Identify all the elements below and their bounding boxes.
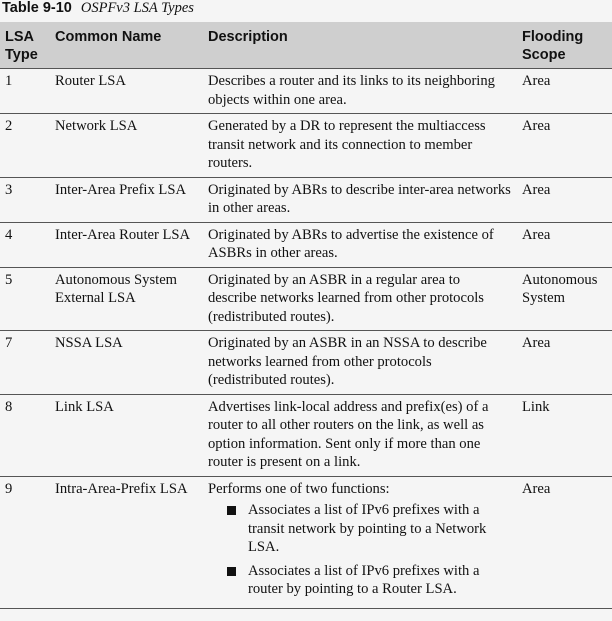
table-row bbox=[0, 267, 612, 331]
cell-type: 1 bbox=[5, 73, 13, 89]
bullet-text: Associates a list of IPv6 prefixes with a transit network by pointing to a Network LSA. bbox=[248, 502, 487, 555]
cell-type: 9 bbox=[5, 480, 13, 497]
cell-description: Originated by an ASBR in a regular area to describe networks learned from other protocols (redistributed routes). bbox=[208, 271, 484, 325]
lsa-types-table bbox=[0, 22, 612, 609]
cell-scope: Area bbox=[522, 73, 551, 89]
table-row bbox=[0, 394, 612, 476]
cell-type: 3 bbox=[5, 181, 13, 198]
cell-scope: Area bbox=[522, 480, 551, 497]
cell-name: Inter-Area Router LSA bbox=[55, 226, 191, 243]
header-common-name: Common Name bbox=[55, 29, 162, 45]
cell-scope: Area bbox=[522, 118, 551, 134]
cell-name: Autonomous System External LSA bbox=[55, 271, 178, 306]
cell-type: 4 bbox=[5, 226, 13, 243]
cell-description: Originated by ABRs to describe inter-area networks in other areas. bbox=[208, 181, 511, 216]
header-flooding-scope: Flooding Scope bbox=[522, 29, 584, 63]
cell-description: Originated by an ASBR in an NSSA to describe networks learned from other protocols (redistributed routes). bbox=[208, 335, 487, 388]
table-title: OSPFv3 LSA Types bbox=[80, 0, 194, 16]
cell-scope: Area bbox=[522, 335, 551, 351]
cell-description: Advertises link-local address and prefix(es) of a router to all other routers on the link, as well as option information. Sent only if more than one router is present on a link. bbox=[208, 398, 489, 470]
cell-name: Network LSA bbox=[55, 118, 138, 134]
cell-name: Intra-Area-Prefix LSA bbox=[55, 480, 188, 497]
cell-type: 2 bbox=[5, 118, 13, 134]
bullet-item bbox=[208, 501, 512, 557]
cell-description: Originated by ABRs to advertise the existence of ASBRs in other areas. bbox=[208, 226, 494, 261]
cell-name: Link LSA bbox=[55, 398, 114, 415]
cell-name: NSSA LSA bbox=[55, 335, 123, 351]
table-row bbox=[0, 331, 612, 395]
cell-type: 7 bbox=[5, 335, 13, 351]
cell-scope: Area bbox=[522, 226, 551, 243]
table-row bbox=[0, 177, 612, 222]
description-bullet-list bbox=[208, 501, 512, 599]
cell-name: Router LSA bbox=[55, 73, 126, 89]
description-intro: Performs one of two functions: bbox=[208, 480, 390, 497]
header-description: Description bbox=[208, 29, 288, 45]
cell-scope: Link bbox=[522, 398, 550, 415]
square-bullet-icon bbox=[227, 567, 236, 576]
cell-description: Generated by a DR to represent the multiaccess transit network and its connection to member routers. bbox=[208, 118, 486, 171]
table-number: Table 9-10 bbox=[2, 0, 72, 16]
cell-description bbox=[204, 476, 518, 608]
cell-type: 5 bbox=[5, 271, 13, 288]
bullet-item bbox=[208, 562, 512, 599]
square-bullet-icon bbox=[227, 506, 236, 515]
table-row bbox=[0, 69, 612, 114]
table-row bbox=[0, 476, 612, 608]
table-caption bbox=[2, 0, 194, 18]
cell-type: 8 bbox=[5, 398, 13, 415]
table-row bbox=[0, 114, 612, 178]
cell-name: Inter-Area Prefix LSA bbox=[55, 181, 187, 198]
cell-description: Describes a router and its links to its neighboring objects within one area. bbox=[208, 73, 495, 108]
header-lsa-type: LSA Type bbox=[5, 29, 38, 63]
table-header-row bbox=[0, 22, 612, 69]
table-row bbox=[0, 222, 612, 267]
cell-scope: Area bbox=[522, 181, 551, 198]
cell-scope: Autonomous System bbox=[522, 271, 598, 306]
bullet-text: Associates a list of IPv6 prefixes with a router by pointing to a Router LSA. bbox=[248, 562, 480, 597]
